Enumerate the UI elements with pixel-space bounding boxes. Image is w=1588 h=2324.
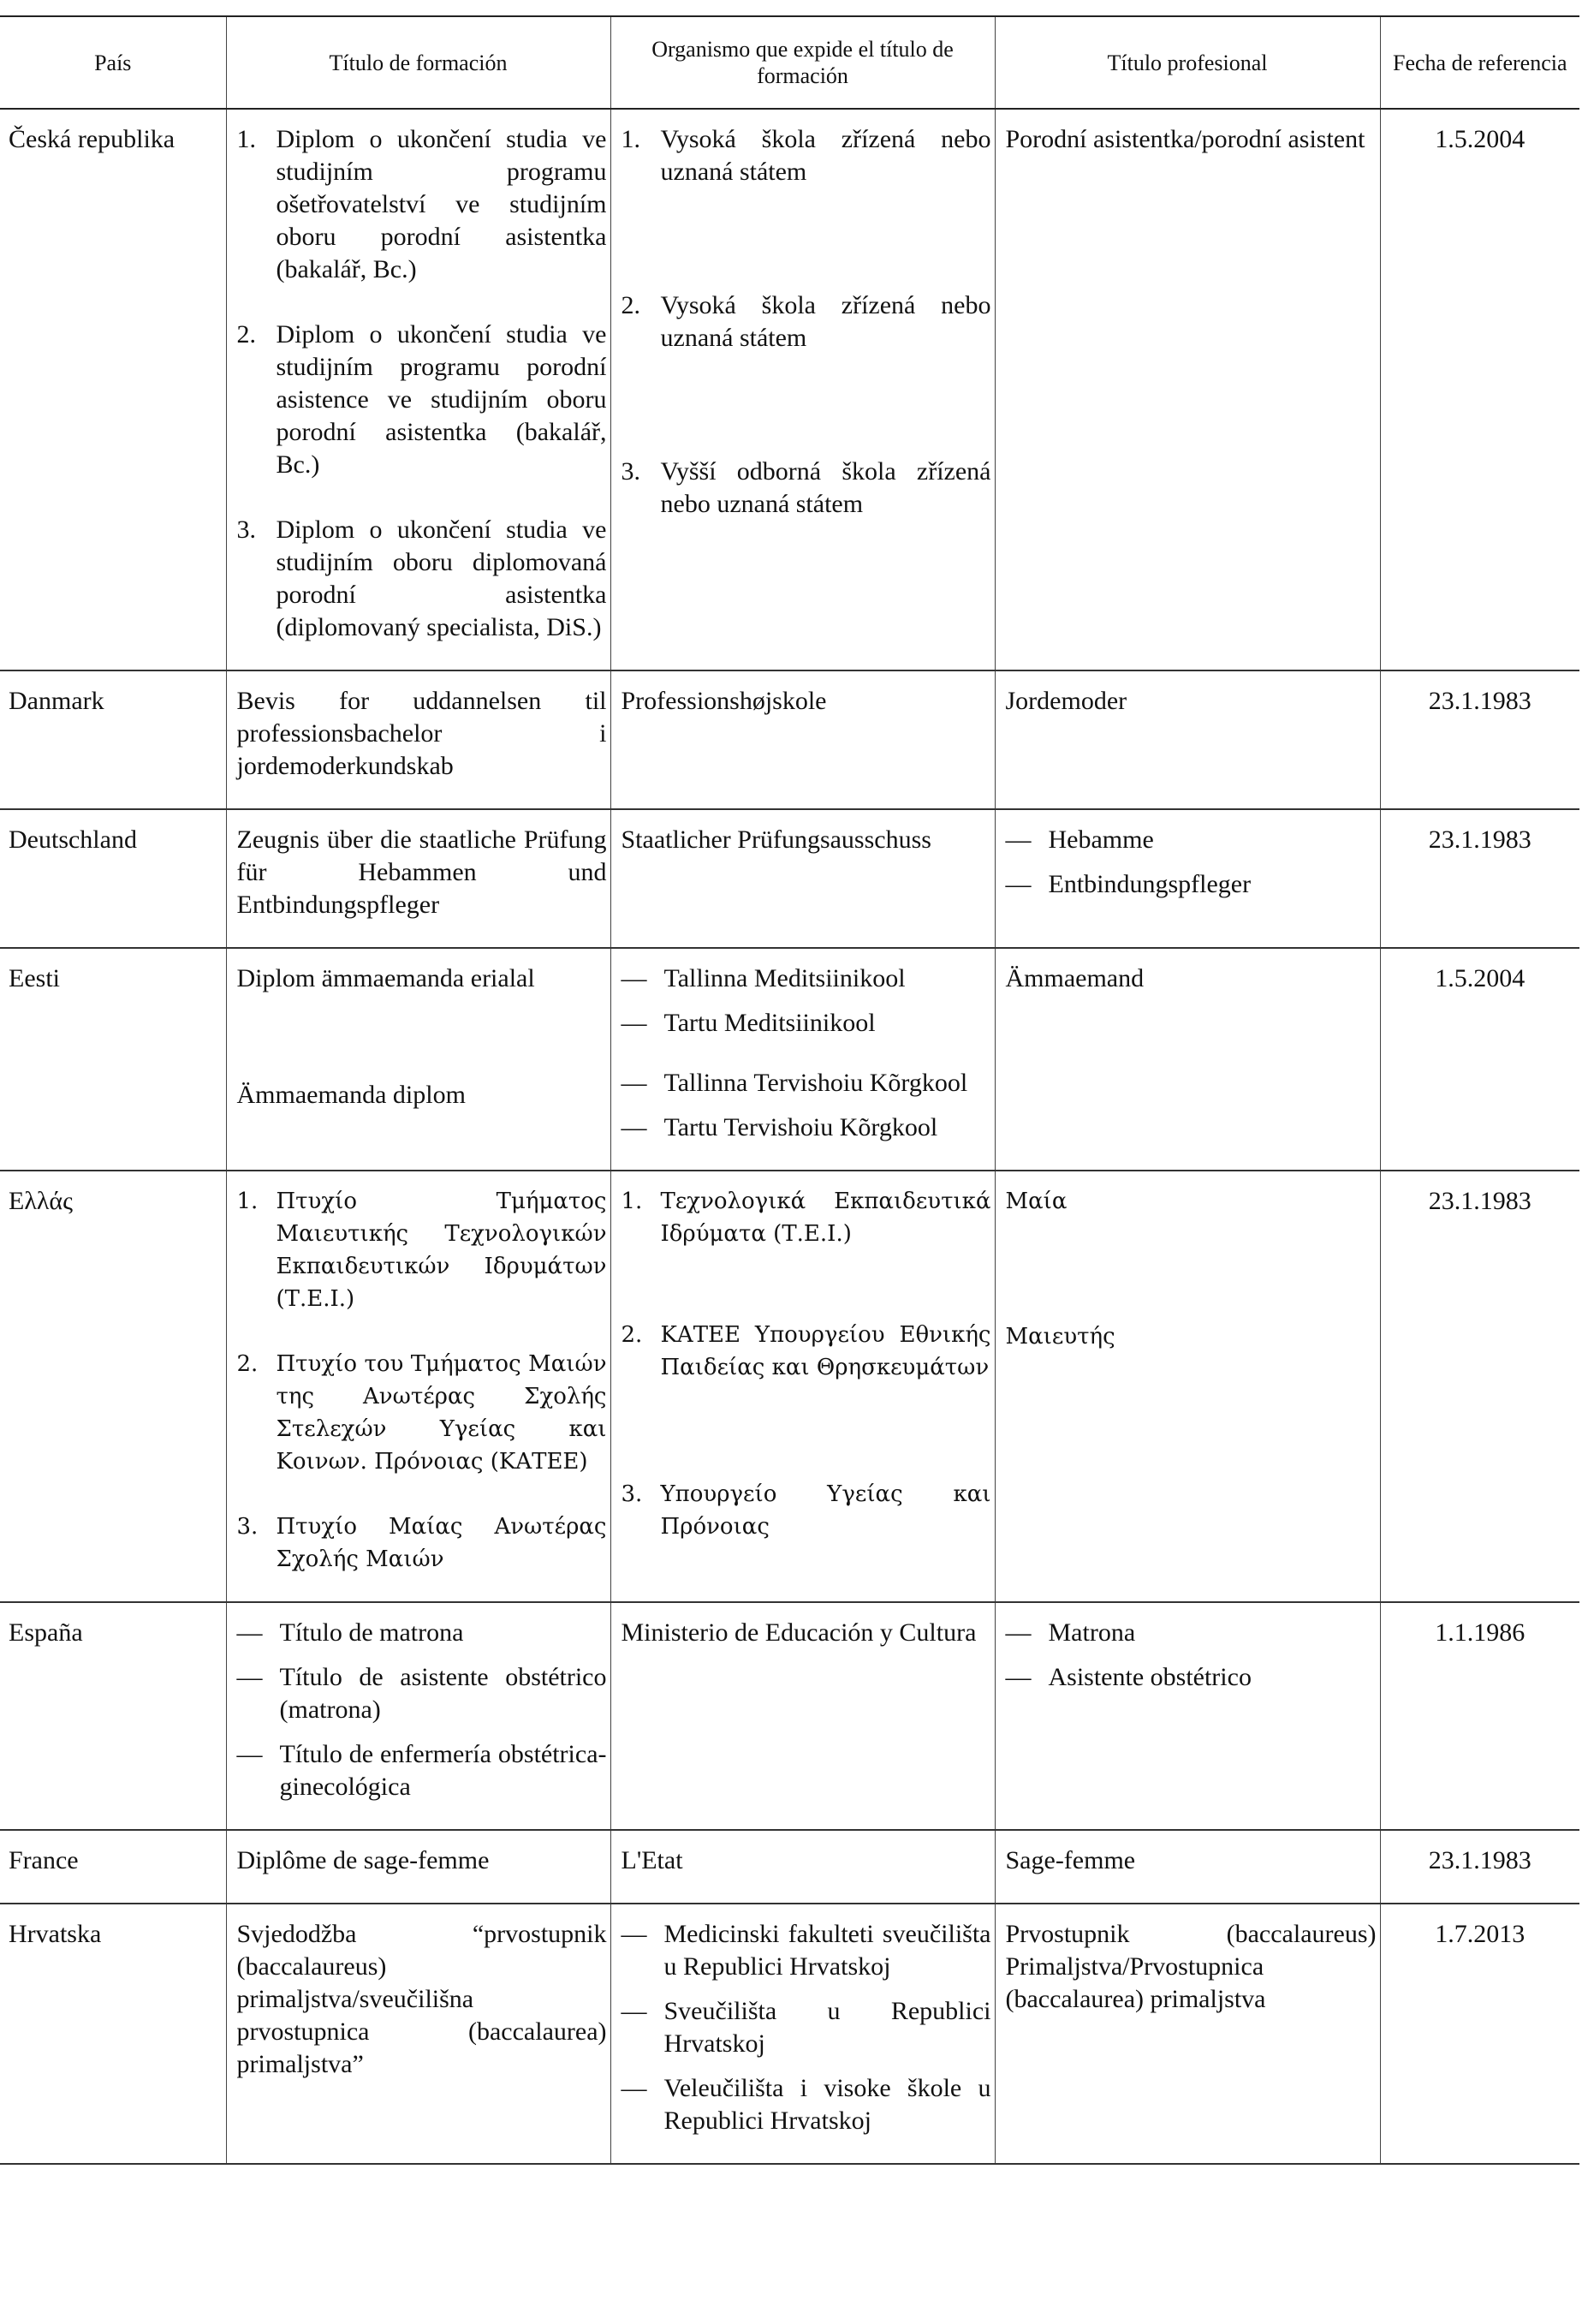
country-cell: Deutschland xyxy=(0,809,226,948)
organismo-cell: Staatlicher Prüfungsausschuss xyxy=(610,809,995,948)
organismo-cell xyxy=(610,948,995,1171)
formacion-cell: Svjedodžba “prvostupnik (baccalaureus) primaljstva/sveučilišna prvostupnica (baccalaurea) primaljstva” xyxy=(226,1904,610,2164)
list-item: 2. ΚΑΤΕΕ Υπουργείου Εθνικής Παιδείας και Θρησκευμάτων xyxy=(621,1322,991,1380)
country-cell: Eesti xyxy=(0,948,226,1171)
header-titulo-formacion: Título de formación xyxy=(226,16,610,109)
profesional-cell xyxy=(995,1602,1380,1830)
table-row xyxy=(0,1602,1579,1830)
profesional-cell xyxy=(995,1171,1380,1602)
list-item: — Medicinski fakulteti sveučilišta u Republici Hrvatskoj xyxy=(621,1920,991,1981)
table-row xyxy=(0,948,1579,1171)
country-cell: Danmark xyxy=(0,670,226,809)
fecha-cell: 1.1.1986 xyxy=(1380,1602,1579,1830)
list-item: Ämmaemanda diplom xyxy=(236,1081,466,1109)
fecha-cell: 1.5.2004 xyxy=(1380,948,1579,1171)
fecha-cell: 23.1.1983 xyxy=(1380,1171,1579,1602)
table-row xyxy=(0,1830,1579,1904)
list-item: — Hebamme xyxy=(1005,825,1154,854)
table-row xyxy=(0,109,1579,670)
list-item: 1. Πτυχίο Τμήματος Μαιευτικής Τεχνολογικών Εκπαιδευτικών Ιδρυμάτων (Τ.Ε.Ι.) xyxy=(236,1189,607,1312)
table-row xyxy=(0,670,1579,809)
fecha-cell: 23.1.1983 xyxy=(1380,809,1579,948)
formacion-cell xyxy=(226,948,610,1171)
country-cell: France xyxy=(0,1830,226,1904)
list-item: — Sveučilišta u Republici Hrvatskoj xyxy=(621,1997,991,2058)
list-item: 1. Diplom o ukončení studia ve studijním programu ošetřovatelství ve studijním oboru porodní asistentka (bakalář, Bc.) xyxy=(236,125,607,283)
list-item: 2. Πτυχίο του Τμήματος Μαιών της Ανωτέρας Σχολής Στελεχών Υγείας και Κοινων. Πρόνοιας (ΚΑΤΕΕ) xyxy=(236,1351,607,1475)
header-organismo: Organismo que expide el título de formación xyxy=(610,16,995,109)
header-pais: País xyxy=(0,16,226,109)
organismo-cell xyxy=(610,109,995,670)
profesional-cell: Jordemoder xyxy=(995,670,1380,809)
profesional-cell: Prvostupnik (baccalaureus) Primaljstva/Prvostupnica (baccalaurea) primaljstva xyxy=(995,1904,1380,2164)
list-item: Diplom ämmaemanda erialal xyxy=(236,964,535,992)
table-row xyxy=(0,809,1579,948)
table-header-row xyxy=(0,16,1579,109)
header-titulo-profesional: Título profesional xyxy=(995,16,1380,109)
organismo-cell: L'Etat xyxy=(610,1830,995,1904)
fecha-cell: 1.7.2013 xyxy=(1380,1904,1579,2164)
list-item: 3. Πτυχίο Μαίας Ανωτέρας Σχολής Μαιών xyxy=(236,1514,607,1572)
formacion-cell xyxy=(226,1171,610,1602)
formacion-cell: Zeugnis über die staatliche Prüfung für Hebammen und Entbindungspfleger xyxy=(226,809,610,948)
profesional-cell xyxy=(995,809,1380,948)
list-item: 3. Vyšší odborná škola zřízená nebo uznaná státem xyxy=(621,457,991,518)
list-item: Μαιευτής xyxy=(1005,1324,1115,1350)
country-cell: Česká republika xyxy=(0,109,226,670)
list-item: — Matrona xyxy=(1005,1618,1136,1647)
organismo-cell xyxy=(610,1171,995,1602)
formacion-cell: Diplôme de sage-femme xyxy=(226,1830,610,1904)
list-item: — Título de enfermería obstétrica-ginecológica xyxy=(236,1740,607,1801)
list-item: Μαία xyxy=(1005,1189,1068,1214)
profesional-cell: Ämmaemand xyxy=(995,948,1380,1171)
fecha-cell: 23.1.1983 xyxy=(1380,670,1579,809)
list-item: — Título de matrona xyxy=(236,1618,464,1647)
country-cell: Hrvatska xyxy=(0,1904,226,2164)
list-item: — Entbindungspfleger xyxy=(1005,870,1252,898)
table-row xyxy=(0,1171,1579,1602)
formacion-cell xyxy=(226,109,610,670)
list-item: 3. Υπουργείο Υγείας και Πρόνοιας xyxy=(621,1481,991,1540)
list-item: — Tartu Tervishoiu Kõrgkool xyxy=(621,1113,938,1141)
list-item: — Tallinna Meditsiinikool xyxy=(621,964,906,992)
list-item: 1. Vysoká škola zřízená nebo uznaná státem xyxy=(621,125,991,186)
country-cell: España xyxy=(0,1602,226,1830)
header-fecha: Fecha de referencia xyxy=(1380,16,1579,109)
midwife-qualifications-table xyxy=(0,15,1579,2165)
list-item: — Tallinna Tervishoiu Kõrgkool xyxy=(621,1069,968,1097)
country-cell: Ελλάς xyxy=(0,1171,226,1602)
list-item: 2. Vysoká škola zřízená nebo uznaná státem xyxy=(621,291,991,352)
organismo-cell: Professionshøjskole xyxy=(610,670,995,809)
list-item: — Asistente obstétrico xyxy=(1005,1663,1252,1691)
organismo-cell xyxy=(610,1904,995,2164)
fecha-cell: 23.1.1983 xyxy=(1380,1830,1579,1904)
list-item: — Tartu Meditsiinikool xyxy=(621,1009,876,1037)
organismo-cell: Ministerio de Educación y Cultura xyxy=(610,1602,995,1830)
list-item: — Título de asistente obstétrico (matrona) xyxy=(236,1663,607,1724)
table-row xyxy=(0,1904,1579,2164)
formacion-cell: Bevis for uddannelsen til professionsbachelor i jordemoderkundskab xyxy=(226,670,610,809)
fecha-cell: 1.5.2004 xyxy=(1380,109,1579,670)
list-item: 2. Diplom o ukončení studia ve studijním programu porodní asistence ve studijním oboru porodní asistentka (bakalář, Bc.) xyxy=(236,320,607,479)
profesional-cell: Porodní asistentka/porodní asistent xyxy=(995,109,1380,670)
formacion-cell xyxy=(226,1602,610,1830)
list-item: 1. Τεχνολογικά Εκπαιδευτικά Ιδρύματα (Τ.Ε.Ι.) xyxy=(621,1189,991,1247)
profesional-cell: Sage-femme xyxy=(995,1830,1380,1904)
list-item: 3. Diplom o ukončení studia ve studijním oboru diplomovaná porodní asistentka (diplomovaný specialista, DiS.) xyxy=(236,515,607,641)
list-item: — Veleučilišta i visoke škole u Republici Hrvatskoj xyxy=(621,2074,991,2135)
